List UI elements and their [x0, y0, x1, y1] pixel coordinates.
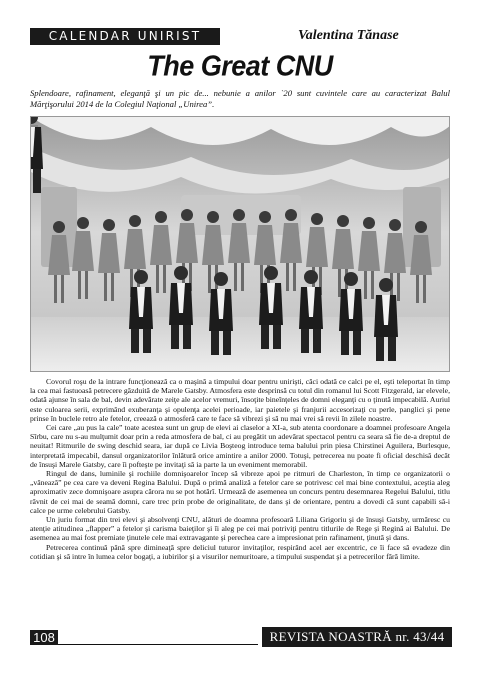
article-title: The Great CNU: [147, 50, 333, 82]
article-paragraph: Petrecerea continuă până spre dimineaţă spre deliciul tuturor invitaţilor, respirând acel aer excentric, ce îi face să evadeze din cotidian şi să intre în lumea celor bogaţi, a iubirilor şi a visurilor nemuritoare, a timpului suspendat şi a petrecerilor fără limite.: [30, 542, 450, 561]
article-lead: Splendoare, rafinament, eleganţă şi un pic de... nebunie a anilor `20 sunt cuvintele care au caracterizat Balul Mărţişorului 2014 de la Colegiul Naţional „Unirea”.: [30, 88, 450, 109]
group-photo-illustration: [31, 117, 450, 372]
page-number: 108: [30, 630, 58, 645]
author-name: Valentina Tănase: [298, 28, 399, 43]
article-paragraph: Un juriu format din trei elevi şi absolvenţi CNU, alături de doamna profesoară Liliana Grigoriu şi de însuşi Gatsby, urmăresc cu atenţie atitudinea „flapper” a fetelor şi carisma baieţilor şi îi aleg pe cei mai potriviţi pentru titlurile de Rege şi Regină ai Balului. De asemenea au mai fost premiate ţinutele cele mai extravagante şi perechea care a impresionat prin rafinament, ţinută şi dans.: [30, 515, 450, 543]
article-body: [30, 377, 450, 625]
section-banner: CALENDAR UNIRIST: [30, 28, 220, 45]
group-photo: [30, 116, 450, 372]
magazine-issue: REVISTA NOASTRĂ nr. 43/44: [262, 627, 452, 647]
article-paragraph: Ringul de dans, luminile şi rochiile domnişoarelor încep să vibreze apoi pe ritmuri de Charleston, în timp ce organizatorii o „vânează” pe cea care va deveni Regina Balului. După o primă analiză a fetelor care se potrivesc cel mai bine contextului, aceştia aleg aproximativ zece domnişoare asupra cărora nu se pot hotărî. Urmează de asemenea un concurs pentru desemnarea Regelui Balului, titlu râvnit de cei mai de seamă domni, care trec prin probe de originalitate, de dans şi de orientare, pentru a dovedi că sunt capabili să-i calce pe urme celebrului Gatsby.: [30, 469, 450, 515]
footer-divider: [58, 644, 258, 645]
article-paragraph: Covorul roşu de la intrare funcţionează ca o maşină a timpului doar pentru unirişti, căci odată ce calci pe el, eşti teleportat în timp la cea mai fastuoasă petrecere găzduită de Marele Gatsby. Atmosfera este desprinsă cu totul din romanul lui Scott Fitzgerald, iar elevele, odată ajunse în sala de bal, devin adevărate zeiţe ale acelor vremuri, însoţite bineînţeles de domni eleganţi cu o ţinută impecabilă. Auriul este culoarea serii, exprimând exuberanţa şi opulenţa acelei perioade, iar paietele şi franjurii accesorizaţi cu perle, panglici şi pene prinse în buclele retro ale fetelor, creează o atmosferă care te face să vibrezi şi să nu mai vrei să revii în zilele noastre.: [30, 377, 450, 423]
article-paragraph: Cei care „au pus la cale” toate acestea sunt un grup de elevi ai claselor a XI-a, sub atenta coordonare a doamnei profesoare Angela Sîrbu, care nu s-au mulţumit doar prin a reda atmosfera de bal, ci au pregătit un adevărat spectacol pentru ca seara să fie de-a dreptul de neuitat! Ritmurile de swing deschid seara, iar după ce Livia Boşteog introduce tema balului prin piesa Chirstinei Aguilera, Burlesque, interpretată impecabil, dansul organizatorilor înlătură orice amintire a anilor 2000. Totuşi, petrecerea nu poate fi oficial deschisă decât de însuşi Marele Gatsby, care îi pofteşte pe invitaţi să ia parte la un eveniment memorabil.: [30, 423, 450, 469]
